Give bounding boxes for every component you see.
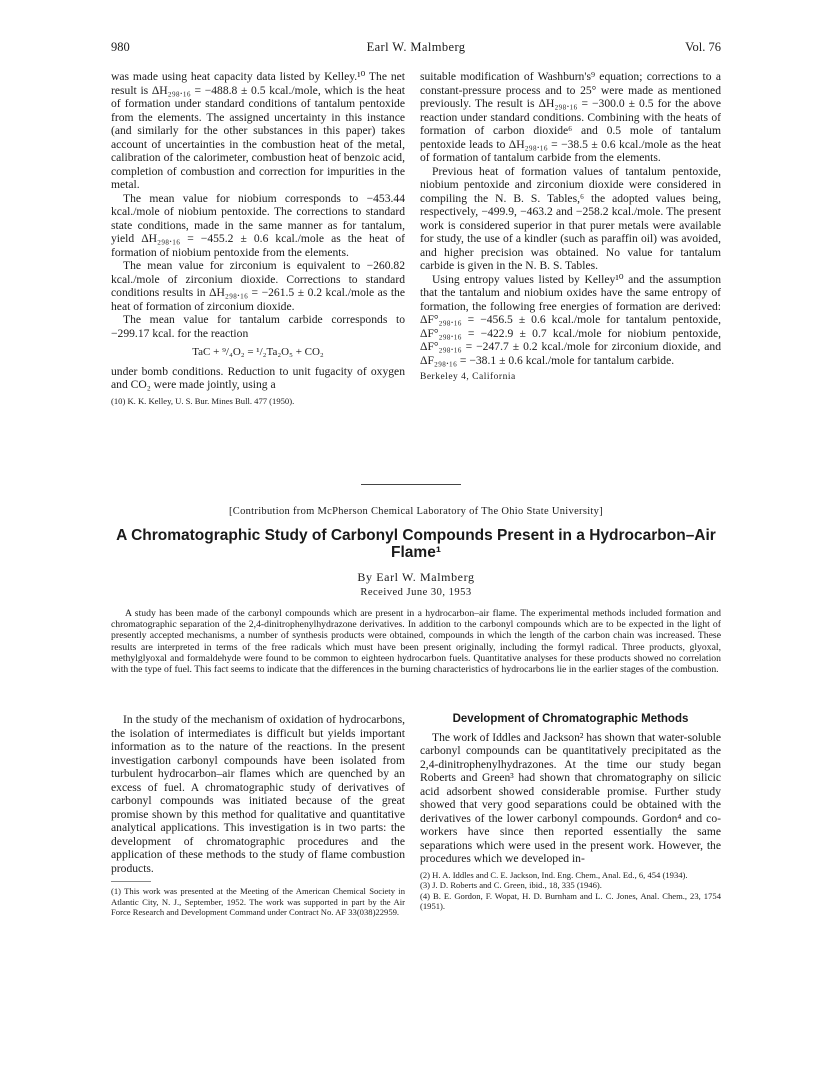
paragraph: was made using heat capacity data listed by Kelley.¹⁰ The net result is ΔH₂₉₈.₁₆ = −488.8 ± 0.5 kcal./mole, which is the heat of formation under standard conditions of tantalum pentoxide from the elements. The assigned uncertainty in this instance (and similarly for the other substances in this paper) takes account of uncertainties in the combustion heat of the metal, calibration of the calorimeter, combustion heat of benzoic acid, completion of combustion and correction for impurities in the metal. [111, 70, 405, 191]
paragraph: The mean value for tantalum carbide corresponds to −299.17 kcal. for the reaction [111, 313, 405, 340]
paragraph: The mean value for zirconium is equivalent to −260.82 kcal./mole of zirconium dioxide. Corrections to standard conditions results in ΔH₂₉₈.₁₆ = −261.5 ± 0.2 kcal./mole as the heat of formation of zirconium dioxide. [111, 259, 405, 313]
paragraph: The work of Iddles and Jackson² has shown that water-soluble carbonyl compounds can be quantitatively precipitated as the 2,4-dinitrophenylhydrazones. At the time our study began Roberts and Green³ had shown that chromatography on silicic acid adsorbent showed considerable promise. Further study showed that very good separations could be obtained with the derivatives of the lower carbonyl compounds. Gordon⁴ and co-workers have since then reported essentially the same separations which were used in the present work. However, the procedures which we developed in- [420, 730, 721, 865]
author-address: Berkeley 4, California [420, 372, 516, 382]
running-author: Earl W. Malmberg [366, 40, 466, 54]
footnote: (10) K. K. Kelley, U. S. Bur. Mines Bull. 477 (1950). [111, 395, 295, 406]
paragraph: Using entropy values listed by Kelley¹⁰ and the assumption that the tantalum and niobium oxides have the same entropy of formation, the following free energies of formation are derived: ΔF°₂₉₈.₁₆ = −456.5 ± 0.6 kcal./mole for tantalum pentoxide, ΔF°₂₉₈.₁₆ = −422.9 ± 0.7 kcal./mole for niobium pentoxide, ΔF°₂₉₈.₁₆ = −247.7 ± 0.2 kcal./mole for zirconium dioxide, and ΔF₂₉₈.₁₆ = −38.1 ± 0.6 kcal./mole for tantalum carbide. [420, 272, 721, 367]
paragraph: under bomb conditions. Reduction to unit fugacity of oxygen and CO₂ were made jointly, using a [111, 364, 405, 391]
running-header [111, 40, 721, 60]
received-date: Received June 30, 1953 [360, 587, 472, 598]
article-title: A Chromatographic Study of Carbonyl Compounds Present in a Hydrocarbon–Air Flame¹ [116, 527, 716, 561]
footnote-rule [111, 881, 151, 882]
body-left-column [111, 713, 405, 918]
section-heading: Development of Chromatographic Methods [452, 713, 689, 725]
article-author: By Earl W. Malmberg [357, 570, 475, 584]
volume-label: Vol. 76 [685, 40, 721, 54]
body-right-column [420, 713, 721, 912]
page-number: 980 [111, 40, 130, 54]
section-divider [361, 484, 461, 485]
footnote: (1) This work was presented at the Meeting of the American Chemical Society in Atlantic City, N. J., September, 1952. The work was supported in part by the Air Force Research and Development Command under Contract No. AF 33(038)22959. [111, 886, 405, 917]
footnotes [420, 870, 721, 912]
paragraph: In the study of the mechanism of oxidation of hydrocarbons, the isolation of intermediates is difficult but yields important information as to the nature of the reactions. In the present investigation carbonyl compounds have been isolated from turbulent hydrocarbon–air flames which are quenched by an excess of fuel. A chromatographic study of derivatives of carbonyl compounds was initiated because of the great promise shown by this method for qualitative and quantitative analytical applications. This investigation is in two parts: the development of chromatographic procedures and the application of these methods to the study of flame combustion products. [111, 713, 405, 875]
right-column [420, 70, 721, 385]
paragraph: suitable modification of Washburn's⁹ equation; corrections to a constant-pressure process and to 25° were made as mentioned previously. The result is ΔH₂₉₈.₁₆ = −300.0 ± 0.5 for the above reaction under standard conditions. Combining with the heats of formation of carbon dioxide⁶ and 0.5 mole of tantalum pentoxide leads to ΔH₂₉₈.₁₆ = −38.5 ± 0.6 kcal./mole as the heat of formation of tantalum carbide from the elements. [420, 70, 721, 164]
reaction-equation: TaC + ⁹/₄O₂ = ¹/₂Ta₂O₅ + CO₂ [192, 346, 324, 358]
contribution-line: [Contribution from McPherson Chemical Laboratory of The Ohio State University] [228, 506, 603, 517]
footnote: (4) B. E. Gordon, F. Wopat, H. D. Burnham and L. C. Jones, Anal. Chem., 23, 1754 (1951). [420, 890, 721, 911]
footnote: (3) J. D. Roberts and C. Green, ibid., 18, 335 (1946). [420, 880, 602, 890]
paragraph: Previous heat of formation values of tantalum pentoxide, niobium pentoxide and zirconium dioxide were considered in compiling the N. B. S. Tables,⁶ the adopted values being, respectively, −499.9, −463.2 and −258.2 kcal./mole. The present work is considered superior in that purer metals were available for study, the use of a kindler (such as paraffin oil) was avoided, and higher precision was obtained. No value for tantalum carbide is given in the N. B. S. Tables. [420, 164, 721, 272]
footnote: (2) H. A. Iddles and C. E. Jackson, Ind. Eng. Chem., Anal. Ed., 6, 454 (1934). [420, 869, 688, 880]
paragraph: The mean value for niobium corresponds to −453.44 kcal./mole of niobium pentoxide. The corrections to standard state conditions, made in the same manner as for tantalum, yield ΔH₂₉₈.₁₆ = −455.2 ± 0.6 kcal./mole as the heat of formation of niobium pentoxide from the elements. [111, 191, 405, 259]
left-column [111, 70, 405, 406]
abstract: A study has been made of the carbonyl compounds which are present in a hydrocarbon–air flame. The experimental methods included formation and chromatographic separation of the 2,4-dinitrophenylhydrazone derivatives. In addition to the carbonyl compounds which are to be expected in the light of presently accepted mechanisms, a number of synthesis products were obtained, compounds in which the length of the carbon chain was increased. These results are interpreted in terms of the free radicals which must have been present originally, including the formyl radical. Three products, glyoxal, methylglyoxal and formaldehyde were found to be common to eighteen hydrocarbon fuels. Quantitative analyses for these products showed no correlation with the type of fuel. This fact seems to indicate that the differences in the burning characteristics of hydrocarbons lie in the earlier stages of the combustion. [111, 608, 721, 676]
